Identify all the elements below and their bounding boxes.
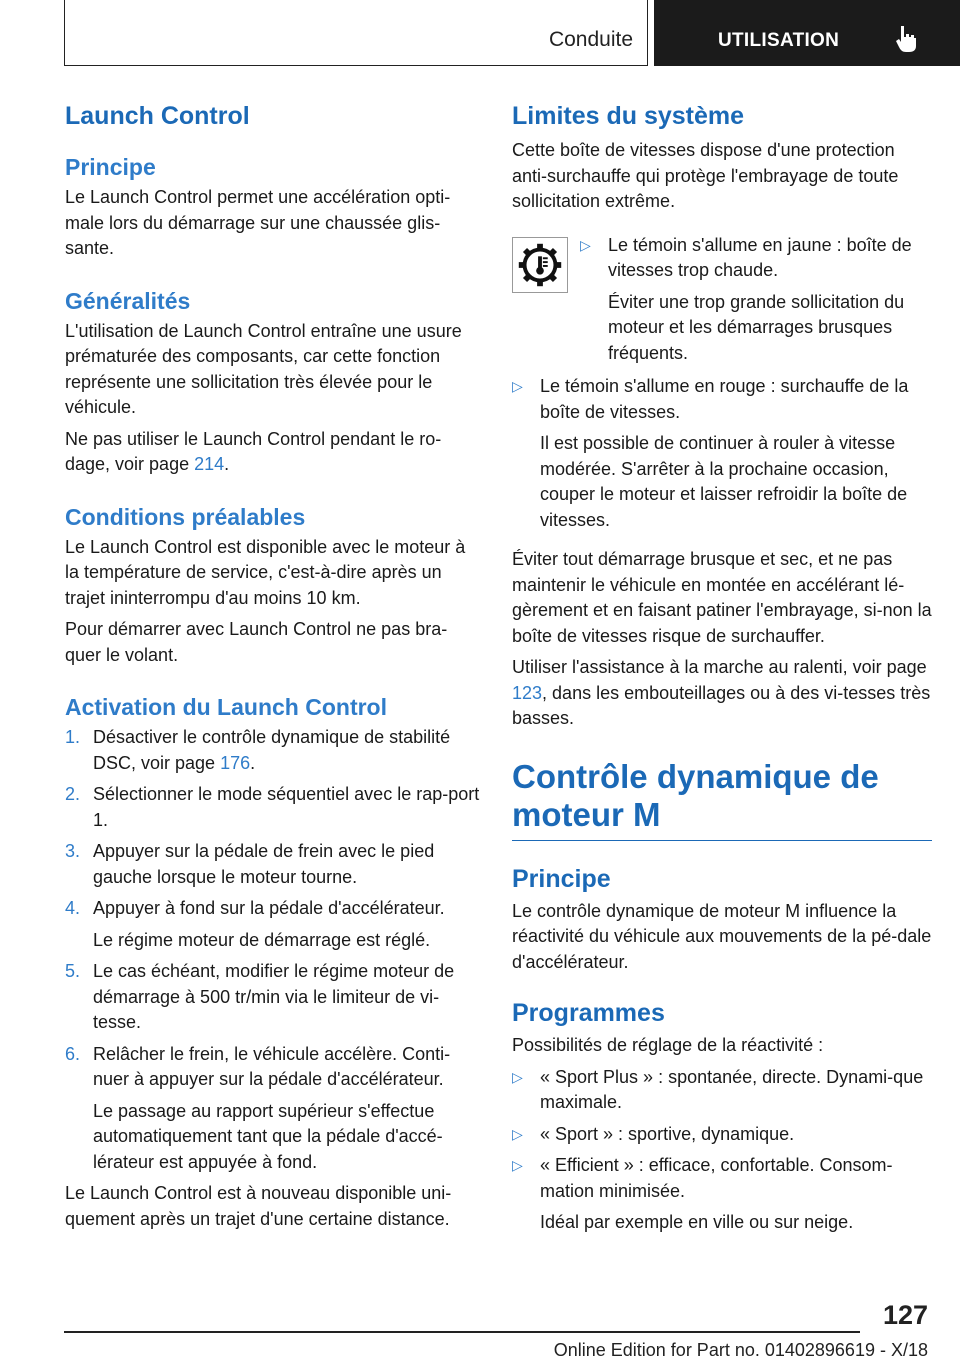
step-number: 3. bbox=[65, 841, 81, 861]
page-link-123[interactable]: 123 bbox=[512, 682, 543, 703]
programs-list bbox=[512, 1065, 932, 1236]
step-text: Le cas échéant, modifier le régime moteur de démarrage à 500 tr/min via le limiteur de vi-tesse. bbox=[93, 961, 455, 1032]
warning-red-text: Le témoin s'allume en rouge : surchauffe de la boîte de vitesses. bbox=[540, 376, 909, 422]
program-sub-text: Idéal par exemple en ville ou sur neige. bbox=[540, 1212, 854, 1232]
step-number: 6. bbox=[65, 1043, 81, 1064]
header-chapter-title: UTILISATION bbox=[718, 30, 840, 51]
launch-control-title: Launch Control bbox=[65, 102, 250, 130]
warning-yellow-item bbox=[580, 233, 932, 284]
limits-text: Cette boîte de vitesses dispose d'une protection anti-surchauffe qui protège l'embrayage de toute sollicitation extrême. bbox=[512, 140, 899, 211]
general-text-2-body: Ne pas utiliser le Launch Control pendant le ro-dage, voir page bbox=[65, 428, 442, 474]
limits-heading: Limites du système bbox=[512, 102, 745, 130]
footer-divider bbox=[64, 1331, 860, 1333]
warning-text-block bbox=[580, 233, 932, 367]
header-chapter-box bbox=[654, 0, 960, 66]
right-column bbox=[512, 100, 932, 1236]
page-link-176[interactable]: 176 bbox=[220, 752, 251, 773]
program-item bbox=[512, 1065, 932, 1116]
warning-red-sub: Il est possible de continuer à rouler à vitesse modérée. S'arrêter à la prochaine occasion, couper le moteur et laisser refroidir la boîte de vitesses. bbox=[540, 433, 908, 530]
step-number: 2. bbox=[65, 784, 81, 804]
activation-step bbox=[65, 896, 483, 922]
activation-step bbox=[65, 839, 483, 890]
activation-step bbox=[65, 959, 483, 1036]
activation-step bbox=[65, 725, 483, 776]
activation-steps-list bbox=[65, 725, 483, 1175]
triangle-bullet-icon: ▷ bbox=[512, 1157, 523, 1173]
warning-yellow-sub: Éviter une trop grande sollicitation du moteur et les démarrages brusques fréquents. bbox=[608, 291, 905, 363]
activation-step bbox=[65, 782, 483, 833]
warning-red-item bbox=[512, 374, 932, 425]
page-link-214[interactable]: 214 bbox=[194, 454, 225, 474]
engine-principle-heading: Principe bbox=[512, 864, 611, 893]
step-text: Appuyer sur la pédale de frein avec le pied gauche lorsque le moteur tourne. bbox=[93, 841, 435, 887]
page-number: 127 bbox=[882, 1300, 928, 1330]
program-item bbox=[512, 1153, 932, 1204]
step-text: Sélectionner le mode séquentiel avec le rap-port 1. bbox=[93, 784, 480, 830]
warning-block bbox=[512, 233, 932, 367]
step-sub-text: Le régime moteur de démarrage est réglé. bbox=[93, 929, 431, 950]
triangle-bullet-icon: ▷ bbox=[580, 236, 591, 253]
activation-heading: Activation du Launch Control bbox=[65, 694, 387, 720]
engine-principle-text: Le contrôle dynamique de moteur M influence la réactivité du véhicule aux mouvements de la pé-dale d'accélérateur. bbox=[512, 900, 932, 972]
general-text: L'utilisation de Launch Control entraîne une usure prématurée des composants, car cette fonction représente une sollicitation très élevée pour le véhicule. bbox=[65, 320, 462, 417]
program-item bbox=[512, 1122, 932, 1148]
conditions-text: Le Launch Control est disponible avec le moteur à la température de service, c'est-à-dire après un trajet ininterrompu d'au moins 10 km. bbox=[65, 536, 466, 608]
step-text: Désactiver le contrôle dynamique de stabilité DSC, voir page bbox=[93, 727, 451, 773]
general-text-2-end: . bbox=[224, 454, 230, 474]
programs-heading: Programmes bbox=[512, 999, 665, 1027]
limits-text-2: Éviter tout démarrage brusque et sec, et ne pas maintenir le véhicule en montée en accélérant lé-gèrement et en faisant patiner l'embrayage, si-non la boîte de vitesses risque de surchauffer. bbox=[512, 549, 932, 646]
closing-text: Le Launch Control est à nouveau disponible uni-quement après un trajet d'une certaine distance. bbox=[65, 1183, 452, 1229]
pointing-hand-icon bbox=[892, 24, 922, 54]
conditions-heading: Conditions préalables bbox=[65, 503, 306, 530]
triangle-bullet-icon: ▷ bbox=[512, 378, 523, 394]
triangle-bullet-icon: ▷ bbox=[512, 1068, 523, 1085]
header-section-box bbox=[64, 0, 648, 66]
program-text: « Efficient » : efficace, confortable. Consom-mation minimisée. bbox=[540, 1155, 893, 1201]
left-column bbox=[65, 100, 483, 1232]
step-number: 4. bbox=[65, 898, 81, 918]
programs-text: Possibilités de réglage de la réactivité : bbox=[512, 1035, 824, 1055]
program-text: « Sport Plus » : spontanée, directe. Dynami-que maximale. bbox=[540, 1066, 924, 1112]
conditions-text-2: Pour démarrer avec Launch Control ne pas bra-quer le volant. bbox=[65, 619, 448, 665]
limits-text-3 bbox=[512, 655, 932, 732]
engine-control-heading: Contrôle dynamique de moteur M bbox=[512, 758, 932, 841]
step-number: 5. bbox=[65, 961, 81, 981]
principle-text: Le Launch Control permet une accélération opti-male lors du démarrage sur une chaussée glis-sante. bbox=[65, 187, 451, 258]
step-number: 1. bbox=[65, 727, 81, 747]
step-text: Relâcher le frein, le véhicule accélère. Conti-nuer à appuyer sur la pédale d'accélérateur. bbox=[93, 1043, 451, 1089]
principle-heading: Principe bbox=[65, 154, 156, 180]
header-section-title: Conduite bbox=[548, 28, 633, 51]
step-sub-text: Le passage au rapport supérieur s'effectue automatiquement tant que la pédale d'accé-lérateur est appuyée à fond. bbox=[93, 1100, 443, 1172]
gearbox-temperature-icon bbox=[512, 237, 568, 293]
triangle-bullet-icon: ▷ bbox=[512, 1125, 523, 1142]
warning-yellow-text: Le témoin s'allume en jaune : boîte de vitesses trop chaude. bbox=[608, 234, 912, 280]
limits-text-3-end: , dans les embouteillages ou à des vi-tesses très basses. bbox=[512, 682, 931, 728]
limits-text-3-body: Utiliser l'assistance à la marche au ralenti, voir page bbox=[512, 657, 927, 677]
footer-edition: Online Edition for Part no. 01402896619 - X/18 bbox=[553, 1340, 928, 1360]
general-text-2 bbox=[65, 427, 483, 478]
program-text: « Sport » : sportive, dynamique. bbox=[540, 1123, 795, 1144]
step-text-end: . bbox=[250, 752, 256, 773]
general-heading: Généralités bbox=[65, 287, 191, 314]
step-text: Appuyer à fond sur la pédale d'accélérateur. bbox=[93, 898, 445, 918]
activation-step bbox=[65, 1042, 483, 1093]
